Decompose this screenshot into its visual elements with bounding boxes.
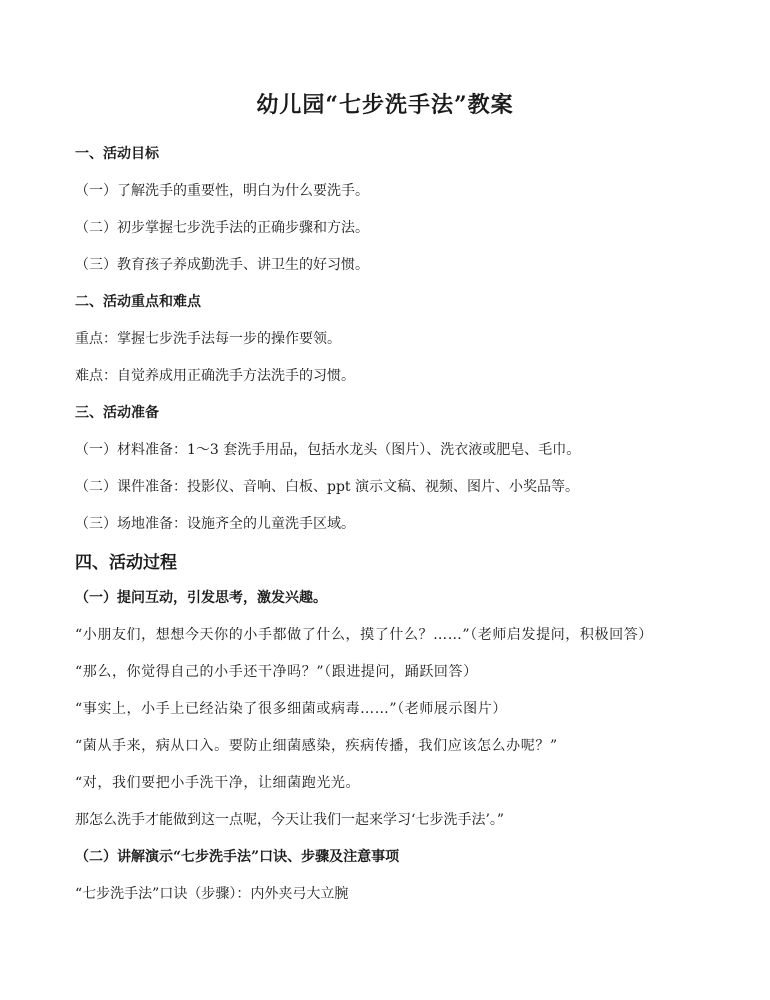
section-heading-process: 四、活动过程 [75, 553, 177, 573]
preparation-item: （二）课件准备：投影仪、音响、白板、ppt 演示文稿、视频、图片、小奖品等。 [75, 479, 579, 495]
document-title: 幼儿园“七步洗手法”教案 [256, 92, 514, 118]
goal-item: （二）初步掌握七步洗手法的正确步骤和方法。 [75, 220, 369, 236]
section-heading-key-points: 二、活动重点和难点 [75, 294, 201, 310]
dialogue-line: “小朋友们，想想今天你的小手都做了什么，摸了什么？……”（老师启发提问，积极回答） [75, 627, 653, 643]
preparation-item: （三）场地准备：设施齐全的儿童洗手区域。 [75, 516, 355, 532]
section-heading-goals: 一、活动目标 [75, 146, 159, 162]
dialogue-line: “对，我们要把小手洗干净，让细菌跑光光。 [75, 775, 361, 791]
preparation-item: （一）材料准备：1～3 套洗手用品，包括水龙头（图片）、洗衣液或肥皂、毛巾。 [75, 442, 581, 458]
process-subheading: （一）提问互动，引发思考，激发兴趣。 [75, 590, 327, 606]
key-point: 重点：掌握七步洗手法每一步的操作要领。 [75, 331, 341, 347]
process-subheading: （二）讲解演示“七步洗手法”口诀、步骤及注意事项 [75, 849, 400, 865]
goal-item: （一）了解洗手的重要性，明白为什么要洗手。 [75, 183, 369, 199]
closing-line: 那怎么洗手才能做到这一点呢，今天让我们一起来学习‘七步洗手法’。” [75, 812, 505, 828]
dialogue-line: “那么，你觉得自己的小手还干净吗？”（跟进提问，踊跃回答） [75, 664, 478, 680]
dialogue-line: “事实上，小手上已经沾染了很多细菌或病毒……”（老师展示图片） [75, 701, 507, 717]
dialogue-line: “菌从手来，病从口入。要防止细菌感染，疾病传播，我们应该怎么办呢？” [75, 738, 558, 754]
difficulty-point: 难点：自觉养成用正确洗手方法洗手的习惯。 [75, 368, 355, 384]
goal-item: （三）教育孩子养成勤洗手、讲卫生的好习惯。 [75, 257, 369, 273]
rhyme-line: “七步洗手法”口诀（步骤）：内外夹弓大立腕 [75, 886, 349, 902]
section-heading-preparation: 三、活动准备 [75, 405, 159, 421]
